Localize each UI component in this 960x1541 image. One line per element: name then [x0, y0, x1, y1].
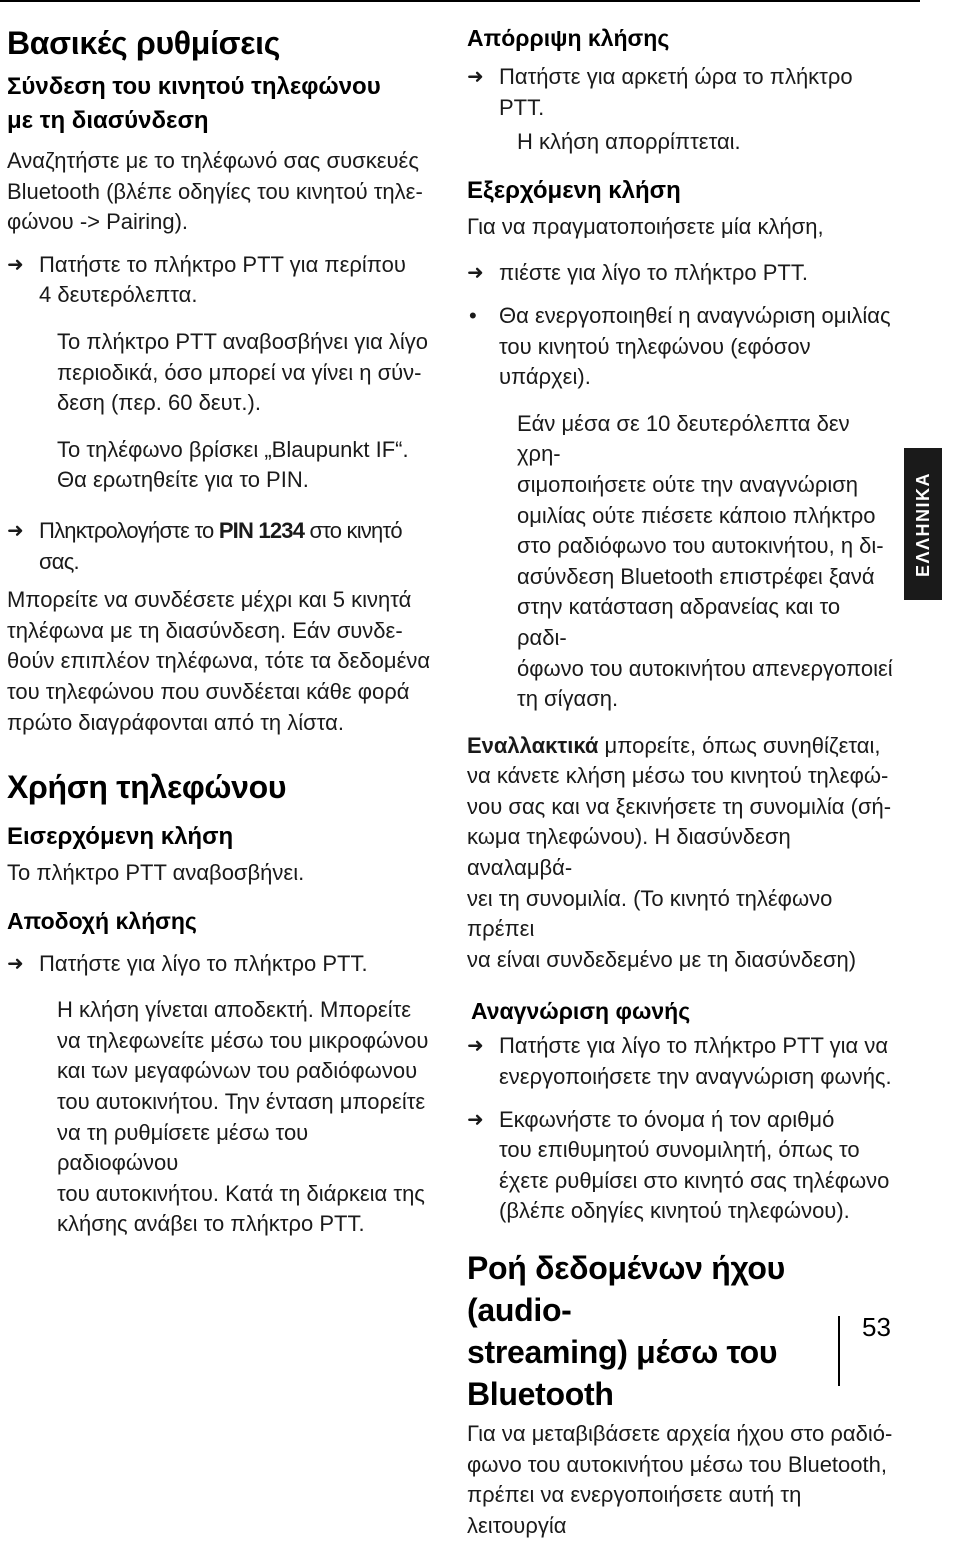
text-outgoing-intro: Για να πραγματοποιήσετε μία κλήση, [467, 213, 824, 239]
text-line: Εκφωνήστε το όνομα ή τον αριθμό [499, 1106, 835, 1132]
text-line: πιέστε για λίγο το πλήκτρο PTT. [499, 260, 808, 286]
heading-phone-connection-line2: με τη διασύνδεση [7, 107, 209, 134]
heading-phone-connection-line1: Σύνδεση του κινητού τηλεφώνου [7, 73, 381, 100]
text-line: Bluetooth (βλέπε οδηγίες του κινητού τηλε- [7, 178, 423, 204]
text-line: όφωνο του αυτοκινήτου απενεργοποιεί [517, 655, 893, 681]
text-incoming-call: Το πλήκτρο PTT αναβοσβήνει. [7, 860, 305, 886]
text-line: πρέπει να ενεργοποιήσετε αυτή τη λειτουργία [467, 1482, 802, 1538]
text-line: Η κλήση γίνεται αποδεκτή. Μπορείτε [57, 997, 412, 1023]
top-rule [0, 0, 920, 2]
text-line: θούν επιπλέον τηλέφωνα, τότε τα δεδομένα [7, 648, 431, 674]
pin-code: PIN 1234 [218, 517, 305, 543]
streaming-text [467, 1419, 895, 1541]
text-line: νει τη συνομιλία. (Το κινητό τηλέφωνο πρέπει [467, 885, 833, 942]
section-title-basic-settings: Βασικές ρυθμίσεις [7, 25, 281, 61]
text-line: Πατήστε για λίγο το πλήκτρο PTT. [39, 950, 368, 976]
alternative-label: Εναλλακτικά [467, 732, 599, 758]
text-line: στην κατάσταση αδρανείας και το ραδι- [517, 594, 841, 650]
heading-outgoing-call: Εξερχόμενη κλήση [467, 176, 681, 204]
text-line: ενεργοποιήσετε την αναγνώριση φωνής. [499, 1064, 892, 1090]
text-line: Πατήστε το πλήκτρο PTT για περίπου [39, 251, 406, 277]
alternative-first-rest: μπορείτε, όπως συνηθίζεται, [598, 732, 881, 758]
text-line: Αναζητήστε με το τηλέφωνό σας συσκευές [7, 148, 419, 173]
text-line: δεση (περ. 60 δευτ.). [57, 390, 261, 416]
text-line: ασύνδεση Bluetooth επιστρέφει ξανά [517, 563, 875, 589]
heading-reject-call: Απόρριψη κλήσης [467, 25, 670, 51]
step-voice-press [467, 1031, 895, 1092]
step-accept-call [7, 949, 435, 980]
text-line: να είναι συνδεδεμένο με τη διασύνδεση) [467, 946, 857, 972]
section-title-audio-streaming [467, 1247, 895, 1415]
text-line: Μπορείτε να συνδέσετε μέχρι και 5 κινητά [7, 587, 412, 613]
reject-result: Η κλήση απορρίπτεται. [517, 129, 741, 155]
text-line: Πατήστε για αρκετή ώρα το πλήκτρο PTT. [499, 64, 853, 120]
title-line: Ροή δεδομένων ήχου (audio- [467, 1250, 785, 1328]
text-line: ομιλίας ούτε πιέσετε κάποιο πλήκτρο [517, 502, 876, 528]
pin-text-after: στο κινητό σας. [39, 517, 402, 574]
text-line: τηλέφωνα με τη διασύνδεση. Εάν συνδε- [7, 617, 403, 643]
text-line: Θα ερωτηθείτε για το PIN. [57, 467, 309, 493]
text-line: 4 δευτερόλεπτα. [39, 282, 198, 308]
alternative-paragraph [467, 731, 895, 976]
text-line: Εάν μέσα σε 10 δευτερόλεπτα δεν χρη- [517, 410, 850, 467]
outgoing-note [467, 409, 895, 715]
step-outgoing-press [467, 258, 895, 289]
text-line: κλήσης ανάβει το πλήκτρο PTT. [57, 1211, 365, 1237]
text-line: έχετε ρυθμίσει στο κινητό σας τηλέφωνο [499, 1167, 890, 1193]
step-enter-pin [7, 516, 435, 577]
step-result-found [7, 435, 435, 496]
arrow-right-icon: ➜ [467, 1035, 484, 1058]
connect-note [7, 585, 435, 738]
text-line: να κάνετε κλήση μέσω του κινητού τηλεφώ- [467, 763, 889, 789]
text-line: (βλέπε οδηγίες κινητού τηλεφώνου). [499, 1198, 850, 1224]
text-line: κωμα τηλεφώνου). Η διασύνδεση αναλαμβά- [467, 824, 791, 881]
text-line: σιμοποιήσετε ούτε την αναγνώριση [517, 471, 859, 497]
text-line: του τηλεφώνου που συνδέεται κάθε φορά [7, 678, 410, 704]
bullet-icon: • [469, 302, 477, 328]
step-result-blinking [7, 327, 435, 419]
text-line: και των μεγαφώνων του ραδιόφωνου [57, 1058, 418, 1084]
text-line: φώνου -> Pairing). [7, 209, 189, 235]
arrow-right-icon: ➜ [467, 1108, 484, 1131]
text-line: του επιθυμητού συνομιλητή, όπως το [499, 1137, 860, 1163]
arrow-right-icon: ➜ [7, 253, 24, 276]
heading-incoming-call: Εισερχόμενη κλήση [7, 823, 234, 851]
section-title-phone-usage: Χρήση τηλεφώνου [7, 769, 287, 806]
arrow-right-icon: ➜ [7, 519, 24, 542]
text-line: νου σας και να ξεκινήσετε τη συνομιλία (σή- [467, 793, 892, 819]
text-line: φωνο του αυτοκινήτου μέσω του Bluetooth, [467, 1451, 887, 1477]
text-line: περιοδικά, όσο μπορεί να γίνει η σύν- [57, 359, 422, 385]
arrow-right-icon: ➜ [7, 952, 24, 975]
text-line: Πατήστε για λίγο το πλήκτρο PTT για να [499, 1033, 889, 1059]
text-line: στο ραδιόφωνο του αυτοκινήτου, η δι- [517, 533, 884, 559]
page-number-divider [838, 1316, 840, 1386]
text-line [467, 731, 895, 762]
text-line: να τη ρυθμίσετε μέσω του ραδιοφώνου [57, 1119, 309, 1176]
text-line: Για να μεταβιβάσετε αρχεία ήχου στο ραδιό- [467, 1421, 893, 1446]
text-line: να τηλεφωνείτε μέσω του μικροφώνου [57, 1027, 429, 1053]
heading-voice-recognition: Αναγνώριση φωνής [471, 998, 691, 1025]
text-line: Το τηλέφωνο βρίσκει „Blaupunkt IF“. [57, 436, 409, 462]
right-column [467, 22, 895, 1541]
step-press-ptt [7, 250, 435, 311]
step-voice-speak [467, 1105, 895, 1227]
arrow-right-icon: ➜ [467, 66, 484, 88]
text-line [39, 516, 435, 577]
page-number: 53 [862, 1312, 891, 1342]
bullet-voice-activation [467, 301, 895, 393]
language-tab-label: ΕΛΛΗΝΙΚΑ [912, 471, 933, 577]
language-tab [904, 448, 942, 600]
arrow-right-icon: ➜ [467, 262, 484, 285]
text-line: πρώτο διαγράφονται από τη λίστα. [7, 709, 344, 735]
text-line: Το πλήκτρο PTT αναβοσβήνει για λίγο [57, 328, 429, 354]
pin-text-before: Πληκτρολογήστε το [39, 517, 219, 543]
accept-result [7, 995, 435, 1240]
connect-intro [7, 146, 435, 238]
text-line: του αυτοκινήτου. Κατά τη διάρκεια της [57, 1180, 425, 1206]
text-line: Θα ενεργοποιηθεί η αναγνώριση ομιλίας [499, 302, 891, 328]
title-line: streaming) μέσω του Bluetooth [467, 1334, 778, 1412]
heading-accept-call: Αποδοχή κλήσης [7, 907, 197, 934]
text-line: του κινητού τηλεφώνου (εφόσον υπάρχει). [499, 333, 811, 390]
text-line: τη σίγαση. [517, 686, 619, 712]
text-line: του αυτοκινήτου. Την ένταση μπορείτε [57, 1089, 426, 1115]
left-column [7, 22, 435, 1240]
step-reject-call [467, 62, 895, 123]
